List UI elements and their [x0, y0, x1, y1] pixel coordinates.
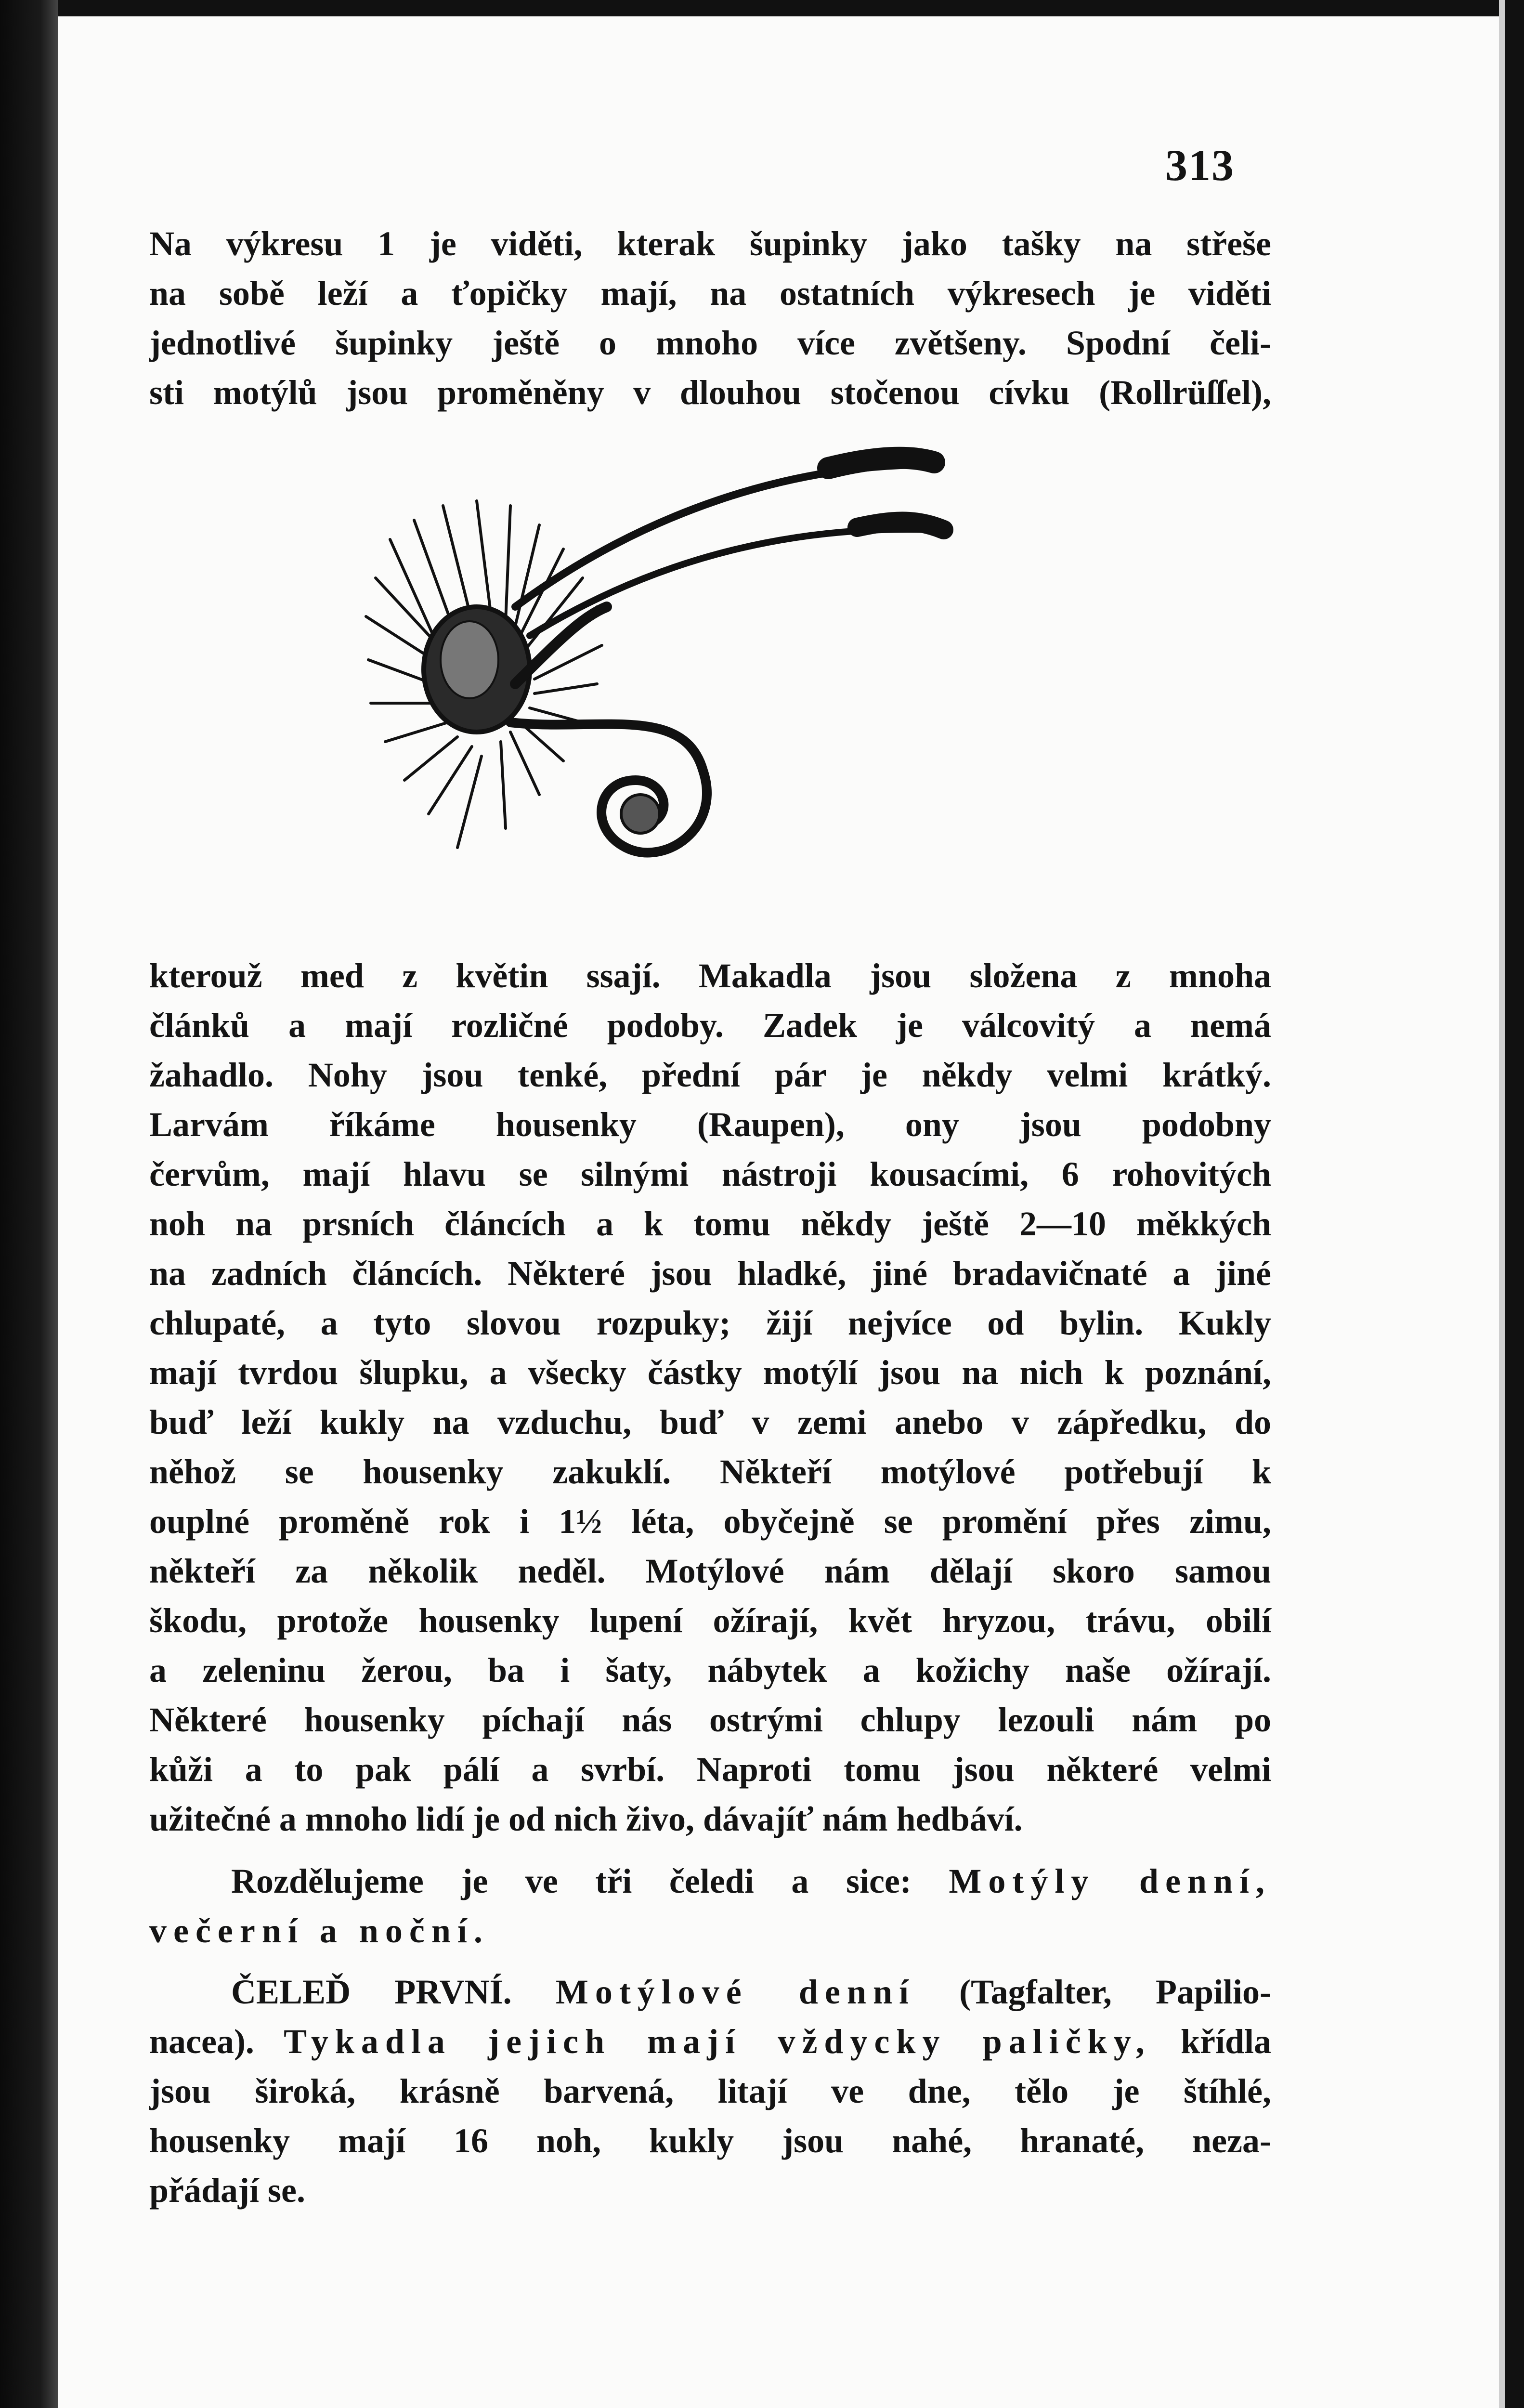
text-line: kterouž med z květin ssají. Makadla jsou složena z mnoha [149, 956, 1271, 995]
page-number: 313 [1165, 141, 1235, 190]
text-line: na zadních článcích. Některé jsou hladké, jiné bradavičnaté a jiné [149, 1254, 1271, 1293]
text-line [149, 1906, 1271, 1956]
text-line: užitečné a mnoho lidí je od nich živo, dávajíť nám hedbáví. [149, 1800, 1023, 1838]
text-line: jednotlivé šupinky ještě o mnoho více zvětšeny. Spodní čeli- [149, 324, 1271, 362]
text-run: křídla [1151, 2022, 1271, 2061]
text-run: nacea). [149, 2022, 284, 2061]
text-line: něhož se housenky zakuklí. Někteří motýlové potřebují k [149, 1453, 1271, 1491]
section-heading: ČELEĎ PRVNÍ. [231, 1973, 512, 2011]
text-run: Rozdělujeme je ve tři čeledi a sice: [231, 1862, 949, 1900]
butterfly-head-illustration [356, 433, 1059, 925]
emphasis-run: Motýlové denní [555, 1973, 916, 2011]
text-line: kůži a to pak pálí a svrbí. Naproti tomu jsou některé velmi [149, 1750, 1271, 1789]
text-line: na sobě leží a ťopičky mají, na ostatních výkresech je viděti [149, 274, 1271, 313]
emphasis-run: Motýly denní, [949, 1862, 1272, 1900]
text-line [149, 1857, 1271, 1906]
text-line [149, 2017, 1271, 2067]
scan-border-left [0, 0, 58, 2408]
paragraph-4 [149, 1967, 1271, 2215]
paragraph-2 [149, 951, 1271, 1844]
text-line: chlupaté, a tyto slovou rozpuky; žijí nejvíce od bylin. Kukly [149, 1304, 1271, 1342]
text-line: housenky mají 16 noh, kukly jsou nahé, hranaté, neza- [149, 2121, 1271, 2160]
text-line: jsou široká, krásně barvená, litají ve dne, tělo je štíhlé, [149, 2072, 1271, 2110]
text-line: žahadlo. Nohy jsou tenké, přední pár je někdy velmi krátký. [149, 1056, 1271, 1094]
text-line: a zeleninu žerou, ba i šaty, nábytek a kožichy naše ožírají. [149, 1651, 1271, 1689]
text-line: sti motýlů jsou proměněny v dlouhou stočenou cívku (Rollrüſſel), [149, 373, 1271, 412]
page-edge-right [1499, 0, 1505, 2408]
paragraph-1 [149, 219, 1271, 418]
emphasis-run: večerní a noční. [149, 1911, 489, 1950]
text-line: škodu, protože housenky lupení ožírají, květ hryzou, trávu, obilí [149, 1601, 1271, 1640]
text-line: článků a mají rozličné podoby. Zadek je válcovitý a nemá [149, 1006, 1271, 1045]
text-line: Na výkresu 1 je viděti, kterak šupinky jako tašky na střeše [149, 224, 1271, 263]
text-line: mají tvrdou šlupku, a všecky částky motýlí jsou na nich k poznání, [149, 1353, 1271, 1392]
text-line: ouplné proměně rok i 1½ léta, obyčejně se promění přes zimu, [149, 1502, 1271, 1541]
text-line: buď leží kukly na vzduchu, buď v zemi anebo v zápředku, do [149, 1403, 1271, 1441]
scan-border-right [1505, 0, 1524, 2408]
text-line: noh na prsních článcích a k tomu někdy ještě 2—10 měkkých [149, 1204, 1271, 1243]
text-line: Larvám říkáme housenky (Raupen), ony jsou podobny [149, 1105, 1271, 1144]
text-line: Některé housenky píchají nás ostrými chlupy lezouli nám po [149, 1701, 1271, 1739]
text-run: (Tagfalter, Papilio- [915, 1973, 1272, 2011]
scan-border-top [0, 0, 1524, 16]
text-line: červům, mají hlavu se silnými nástroji kousacími, 6 rohovitých [149, 1155, 1271, 1193]
text-line: přádají se. [149, 2171, 305, 2210]
paragraph-3 [149, 1857, 1271, 1956]
text-line: někteří za několik neděl. Motýlové nám dělají skoro samou [149, 1552, 1271, 1590]
text-line [149, 1967, 1271, 2017]
emphasis-run: Tykadla jejich mají vždycky paličky, [284, 2022, 1151, 2061]
